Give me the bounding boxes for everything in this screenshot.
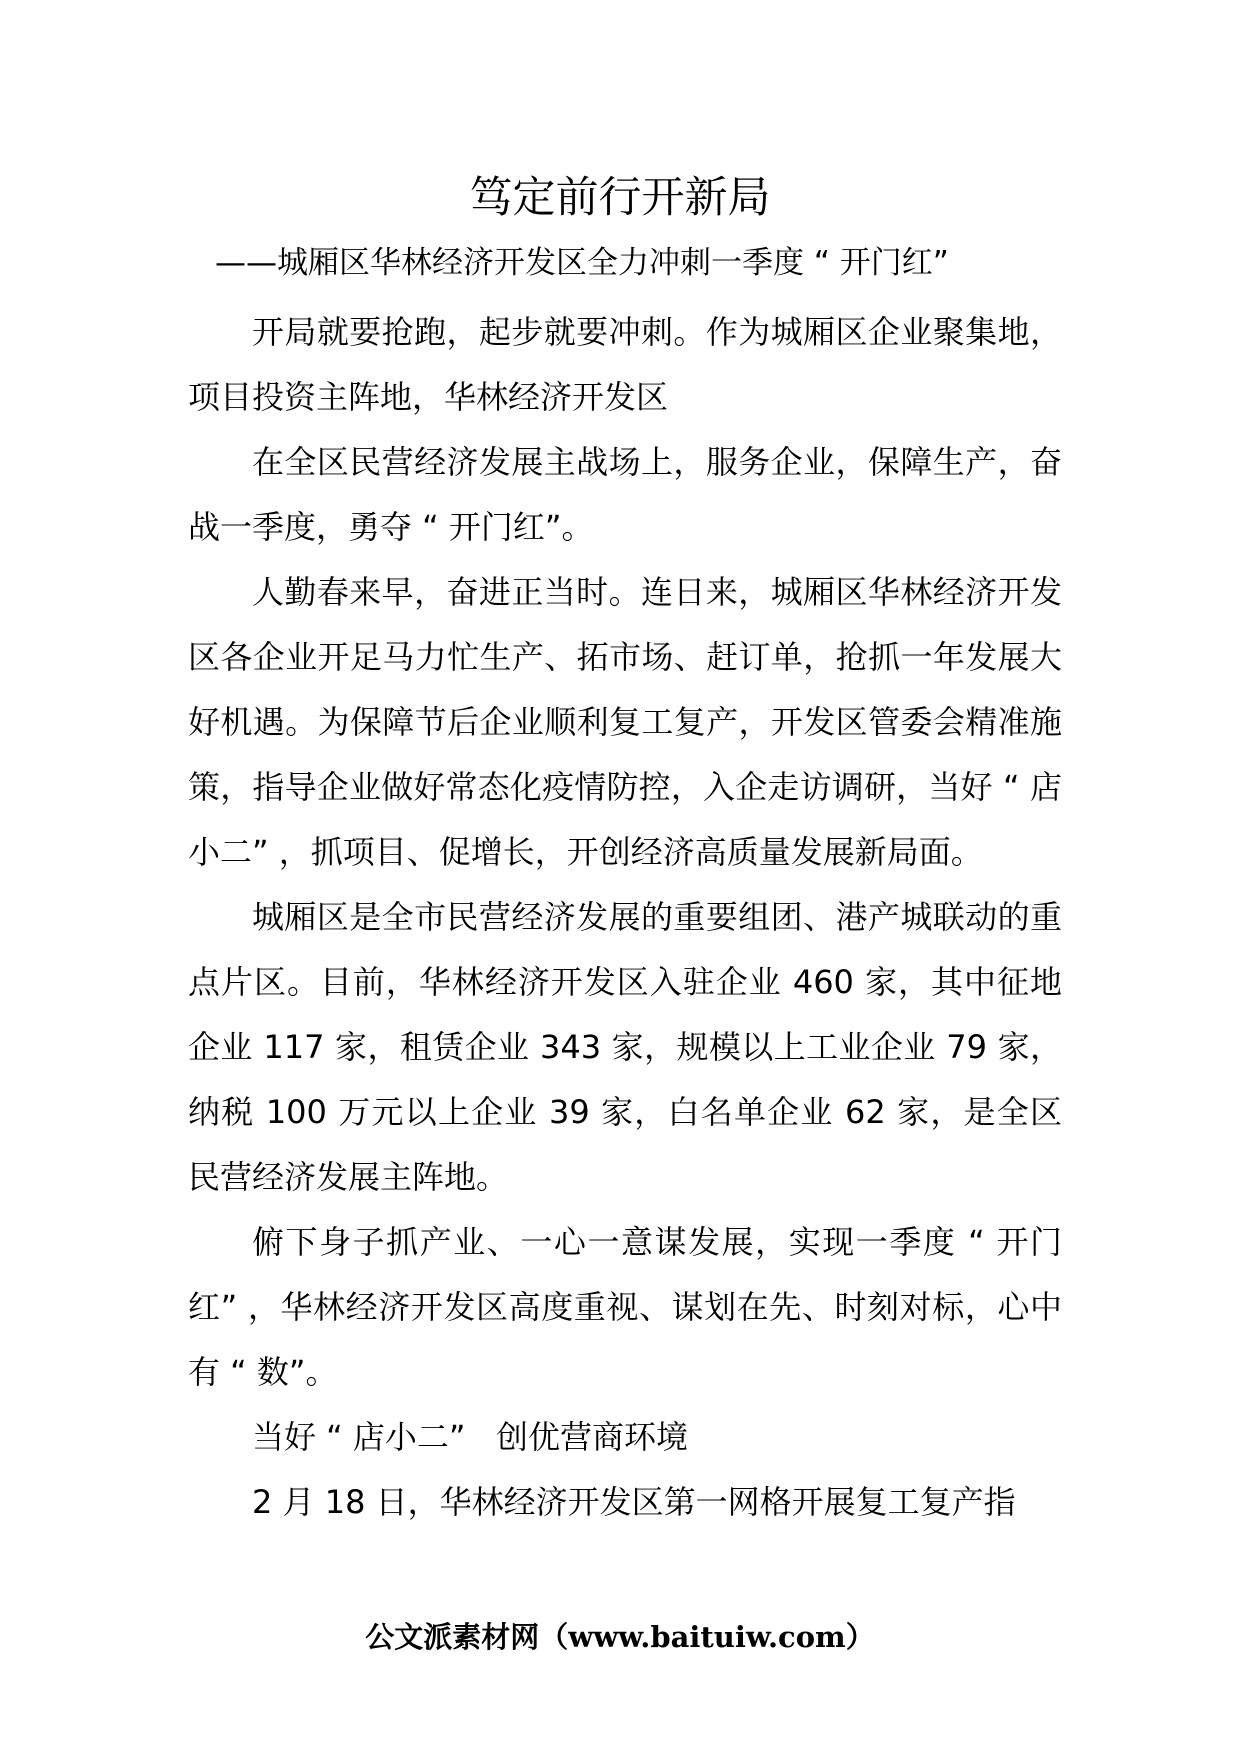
document-body — [188, 300, 1062, 1535]
document-subtitle: ——城厢区华林经济开发区全力冲刺一季度 “ 开门红” — [215, 245, 949, 281]
document-title: 笃定前行开新局 — [469, 173, 771, 223]
paragraph-5: 俯下身子抓产业、一心一意谋发展，实现一季度 “ 开门红” ，华林经济开发区高度重视、谋划在先、时刻对标，心中有 “ 数”。 — [188, 1223, 1062, 1391]
section-heading: 当好 “ 店小二” 创优营商环境 — [252, 1418, 689, 1456]
paragraph-6: 2 月 18 日，华林经济开发区第一网格开展复工复产指 — [252, 1483, 1016, 1521]
paragraph-3: 人勤春来早，奋进正当时。连日来，城厢区华林经济开发区各企业开足马力忙生产、拓市场、赶订单，抢抓一年发展大好机遇。为保障节后企业顺利复工复产，开发区管委会精准施策，指导企业做好常态化疫情防控，入企走访调研，当好 “ 店小二” ，抓项目、促增长，开创经济高质量发展新局面。 — [188, 573, 1062, 871]
paragraph-2: 在全区民营经济发展主战场上，服务企业，保障生产，奋战一季度，勇夺 “ 开门红”。 — [188, 443, 1062, 546]
paragraph-1: 开局就要抢跑，起步就要冲刺。作为城厢区企业聚集地，项目投资主阵地，华林经济开发区 — [188, 313, 1062, 416]
footer-watermark: 公文派素材网（www.baituiw.com） — [365, 1620, 875, 1654]
paragraph-4: 城厢区是全市民营经济发展的重要组团、港产城联动的重点片区。目前，华林经济开发区入驻企业 460 家，其中征地企业 117 家，租赁企业 343 家，规模以上工业企业 79 家，纳税 100 万元以上企业 39 家，白名单企业 62 家，是全区民营经济发展主阵地。 — [188, 898, 1062, 1196]
